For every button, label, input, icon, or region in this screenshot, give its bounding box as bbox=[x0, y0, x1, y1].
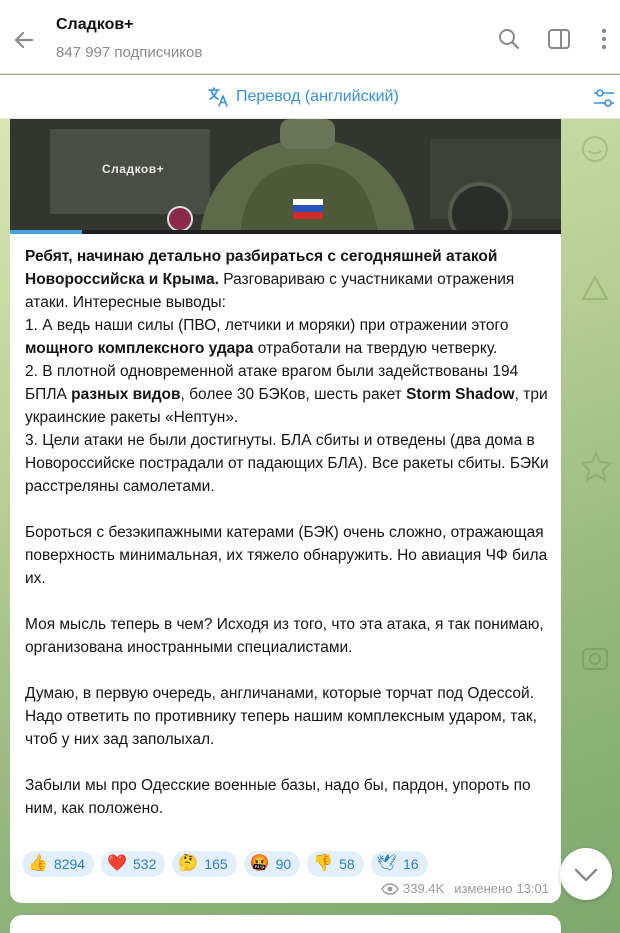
reaction-thinking[interactable] bbox=[172, 851, 236, 877]
translate-bar bbox=[0, 75, 620, 119]
reaction-count: 90 bbox=[275, 856, 292, 872]
bold-text-segment: Ребят, начинаю детально разбираться с сегодняшней атакой Новороссийска и Крыма. bbox=[25, 248, 498, 288]
dove-icon: 🕊 bbox=[376, 855, 397, 872]
translate-icon bbox=[208, 87, 230, 107]
text-segment: Забыли мы про Одесские военные базы, надо бы, пардон, упороть по ним, как положено. bbox=[25, 777, 531, 817]
reactions-row bbox=[22, 851, 428, 877]
message-paragraph bbox=[25, 314, 550, 360]
settings-sliders-icon[interactable] bbox=[592, 86, 616, 110]
thumbs-down-icon: 👎 bbox=[313, 855, 334, 872]
reaction-count: 16 bbox=[402, 856, 419, 872]
back-arrow-icon[interactable] bbox=[10, 26, 38, 54]
message-text bbox=[25, 245, 550, 820]
paragraph-gap bbox=[25, 751, 550, 774]
paragraph-gap bbox=[25, 498, 550, 521]
message-paragraph bbox=[25, 774, 550, 820]
soldier-image bbox=[10, 119, 561, 234]
reaction-heart[interactable] bbox=[101, 851, 165, 877]
search-icon[interactable] bbox=[496, 26, 522, 52]
video-progress-track[interactable] bbox=[10, 230, 561, 234]
edited-label: изменено bbox=[454, 881, 513, 896]
views-eye-icon bbox=[381, 883, 399, 895]
scroll-down-button[interactable] bbox=[560, 848, 612, 900]
channel-name[interactable]: Сладков+ bbox=[56, 16, 134, 33]
thumbs-up-icon: 👍 bbox=[28, 855, 48, 872]
text-segment: Думаю, в первую очередь, англичанами, которые торчат под Одессой. Надо ответить по противнику теперь нашим комплексным ударом, так, чтоб у них зад заполыхал. bbox=[25, 685, 537, 748]
text-segment: Моя мысль теперь в чем? Исходя из того, что эта атака, я так понимаю, организована иностранными специалистами. bbox=[25, 616, 544, 656]
subscriber-count: 847 997 подписчиков bbox=[56, 44, 203, 61]
video-thumbnail[interactable] bbox=[10, 119, 561, 234]
message-paragraph bbox=[25, 429, 550, 498]
video-watermark: Сладков+ bbox=[102, 162, 165, 176]
message-paragraph bbox=[25, 245, 550, 314]
text-segment: , три украинские ракеты «Нептун». bbox=[25, 386, 548, 426]
text-segment: Бороться с безэкипажными катерами (БЭК) очень сложно, отражающая поверхность минимальная, их тяжело обнаружить. Но авиация ЧФ била их. bbox=[25, 524, 548, 587]
thinking-icon: 🤔 bbox=[178, 855, 199, 872]
bold-text-segment: мощного комплексного удара bbox=[25, 340, 254, 357]
doodle-icon bbox=[578, 449, 614, 485]
bold-text-segment: разных видов bbox=[71, 386, 181, 403]
translate-button[interactable] bbox=[208, 85, 399, 109]
message-paragraph bbox=[25, 682, 550, 751]
message-paragraph bbox=[25, 613, 550, 659]
heart-icon: ❤️ bbox=[107, 855, 127, 872]
text-segment: 3. Цели атаки не были достигнуты. БЛА сбиты и отведены (два дома в Новороссийске пострадали от падающих БЛА). Все ракеты сбиты. БЭКи расстреляны самолетами. bbox=[25, 432, 549, 495]
doodle-icon bbox=[575, 269, 615, 309]
view-count: 339.4K bbox=[403, 881, 445, 896]
bold-text-segment: Storm Shadow bbox=[406, 386, 515, 403]
text-segment: 1. А ведь наши силы (ПВО, летчики и моряки) при отражении этого bbox=[25, 317, 509, 334]
next-message-bubble bbox=[10, 915, 561, 933]
reaction-thumbs-down[interactable] bbox=[307, 851, 364, 877]
doodle-icon bbox=[575, 639, 615, 679]
doodle-icon bbox=[575, 129, 615, 169]
message-time: 13:01 bbox=[516, 881, 549, 896]
text-segment: , более 30 БЭКов, шесть ракет bbox=[180, 386, 407, 403]
paragraph-gap bbox=[25, 659, 550, 682]
reaction-angry[interactable] bbox=[244, 851, 301, 877]
reaction-thumbs-up[interactable] bbox=[22, 851, 94, 877]
more-vertical-icon[interactable] bbox=[591, 26, 617, 52]
video-progress-fill bbox=[10, 230, 82, 234]
reaction-dove[interactable] bbox=[371, 851, 428, 877]
text-segment: Разговариваю с участниками отражения атаки. Интересные выводы: bbox=[25, 271, 515, 311]
chevron-down-icon bbox=[560, 848, 612, 900]
sidebar-toggle-icon[interactable] bbox=[546, 26, 572, 52]
text-segment: 2. В плотной одновременной атаке врагом были задействованы 194 БПЛА bbox=[25, 363, 519, 403]
chat-background bbox=[0, 119, 620, 933]
translate-label: Перевод (английский) bbox=[236, 88, 399, 105]
chat-header bbox=[0, 0, 620, 74]
message-paragraph bbox=[25, 360, 550, 429]
message-bubble bbox=[10, 119, 561, 903]
reaction-count: 165 bbox=[204, 856, 228, 872]
message-paragraph bbox=[25, 521, 550, 590]
angry-icon: 🤬 bbox=[249, 855, 270, 872]
reaction-count: 532 bbox=[133, 856, 157, 872]
paragraph-gap bbox=[25, 590, 550, 613]
message-meta bbox=[381, 881, 549, 896]
reaction-count: 8294 bbox=[53, 856, 86, 872]
text-segment: отработали на твердую четверку. bbox=[253, 340, 498, 357]
reaction-count: 58 bbox=[339, 856, 355, 872]
